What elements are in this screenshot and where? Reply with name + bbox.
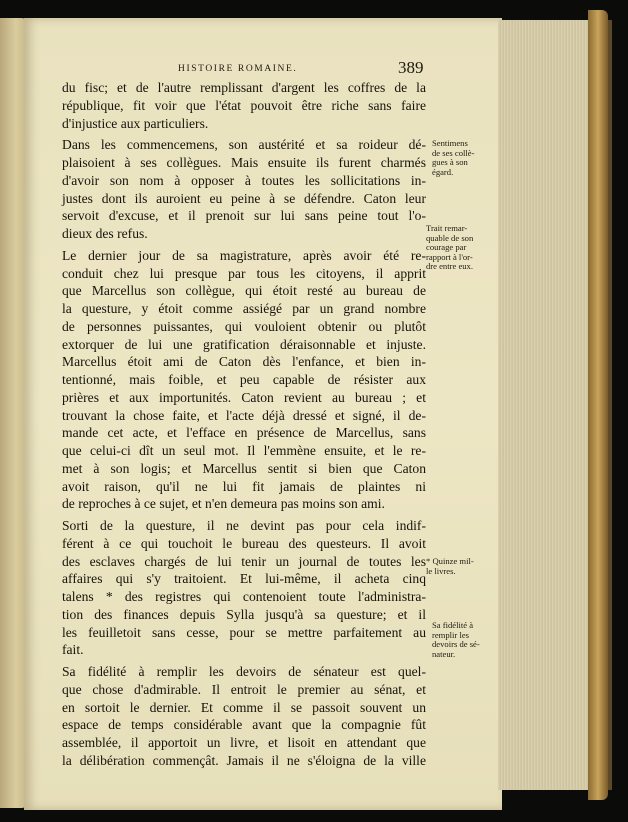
margin-note-line: égard. <box>432 166 454 177</box>
margin-note-line: * Quinze mil- <box>426 556 474 566</box>
text-line: met à son logis; et Marcellus sentit si bien que Caton <box>62 460 426 476</box>
margin-note-line: Sa fidélité à <box>432 620 474 630</box>
text-line: la délibération commençât. Jamais il ne s'éloigna de la ville <box>62 752 426 768</box>
facing-page-edge <box>0 18 26 808</box>
text-line: talens * des registres qui contenoient toute l'administra- <box>62 589 426 604</box>
text-line: fait. <box>62 642 84 658</box>
text-line: Le dernier jour de sa magistrature, après avoir été re- <box>62 247 426 263</box>
margin-note-collegues <box>432 139 502 177</box>
text-line: d'avoir son nom à opposer à toutes les sollicitations in- <box>62 172 426 188</box>
text-line: extorquer de lui une gratification déraisonnable et injuste. <box>62 336 426 352</box>
text-line: affaires qui s'y traitoient. Et lui-même, il acheta cinq <box>62 571 426 587</box>
text-line: des esclaves chargés de lui tenir un journal de toutes les <box>62 553 426 569</box>
text-line: espace de temps considérable avant que la compagnie fût <box>62 717 426 733</box>
margin-note-courage <box>426 224 496 272</box>
text-line: du fisc; et de l'autre remplissant d'argent les coffres de la <box>62 80 426 95</box>
margin-note-line: courage par <box>426 242 467 253</box>
margin-note-line: remplir les <box>432 629 469 640</box>
text-line: que celui-ci dît un seul mot. Il l'emmène ensuite, et le re- <box>62 443 426 458</box>
margin-note-line: gues à son <box>432 157 468 168</box>
text-line: Dans les commencemens, son austérité et sa roideur dé- <box>62 137 426 153</box>
text-line: Sa fidélité à remplir les devoirs de sénateur est quel- <box>62 664 426 679</box>
text-line: en sortoit le dernier. Et comme il se passoit souvent un <box>62 699 426 715</box>
footnote-quinze-mille <box>426 557 496 576</box>
margin-note-line: Trait remar- <box>426 223 468 233</box>
text-line: république, fit voir que l'état pouvoit être riche sans faire <box>62 97 426 113</box>
text-line: mande cet acte, et l'efface en présence de Marcellus, sans <box>62 425 426 441</box>
margin-note-line: dre entre eux. <box>426 261 474 272</box>
text-line: plaisoient à ses collègues. Mais ensuite ils furent charmés <box>62 155 426 170</box>
body-text <box>62 79 426 770</box>
text-line: justes dont ils auroient eu peine à se défendre. Caton leur <box>62 190 426 206</box>
text-line: les feuilletoit sans cesse, pour se mettre parfaitement au <box>62 624 426 640</box>
text-line: tion des finances depuis Sylla jusqu'à sa questure; et il <box>62 606 426 622</box>
margin-note-line: le livres. <box>426 565 456 576</box>
text-line: dieux des refus. <box>62 226 148 241</box>
text-line: tentionné, mais foible, et peu capable de résister aux <box>62 372 426 387</box>
text-line: conduit chez lui presque par tous les citoyens, il apprit <box>62 265 426 281</box>
text-line: assemblée, il apportoit un livre, et lisoit en attendant que <box>62 735 426 750</box>
running-head: HISTOIRE ROMAINE. <box>178 64 298 74</box>
margin-note-line: de ses collè- <box>432 147 475 158</box>
text-line: avoit raison, qu'il ne lui fit jamais de plaintes ni <box>62 478 426 494</box>
margin-note-line: quable de son <box>426 232 474 243</box>
margin-note-line: devoirs de sé- <box>432 639 480 650</box>
text-line: la questure, y étoit comme assiégé par un grand nombre <box>62 301 426 316</box>
text-line: servoit d'excuse, et il prenoit sur lui sans peine tout l'o- <box>62 208 426 224</box>
margin-note-line: nateur. <box>432 648 456 659</box>
text-line: d'injustice aux particuliers. <box>62 115 209 131</box>
text-line: Marcellus étoit ami de Caton dès l'enfance, et bien in- <box>62 354 426 370</box>
margin-note-line: Sentimens <box>432 138 468 148</box>
text-line: que Marcellus son collègue, qui étoit resté au bureau de <box>62 283 426 299</box>
page-number: 389 <box>398 58 424 77</box>
text-line: trouvant la chose faite, et l'acte déjà dressé et signé, il de- <box>62 407 426 423</box>
text-line: prières et aux importunités. Caton revient au bureau ; et <box>62 389 426 405</box>
text-line: de reproches à ce sujet, et n'en demeura pas moins son ami. <box>62 496 385 512</box>
margin-note-line: rapport à l'or- <box>426 251 473 262</box>
text-line: férent à ce qui touchoit le bureau des questeurs. Il avoit <box>62 535 426 551</box>
text-line: de personnes puissantes, qui vouloient obtenir ou plutôt <box>62 318 426 334</box>
text-line: Sorti de la questure, il ne devint pas pour cela indif- <box>62 518 426 533</box>
text-line: que chose d'admirable. Il entroit le premier au sénat, et <box>62 681 426 697</box>
margin-note-senateur <box>432 621 502 659</box>
book-cover-edge <box>588 10 608 800</box>
